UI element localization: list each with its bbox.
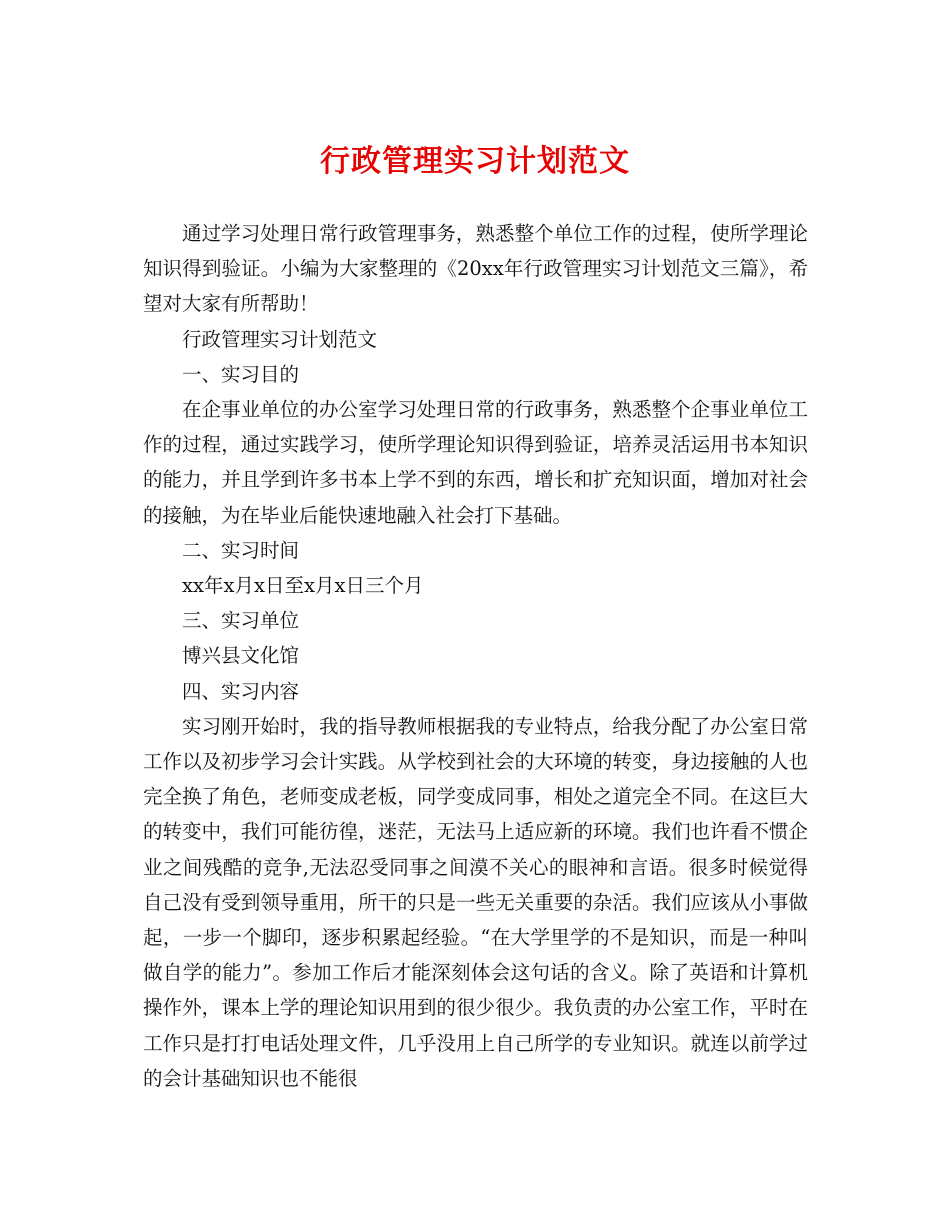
document-title: 行政管理实习计划范文 [320, 144, 630, 179]
unit-paragraph: 博兴县文化馆 [182, 644, 300, 668]
heading-time: 二、实习时间 [182, 538, 300, 562]
heading-unit: 三、实习单位 [182, 609, 300, 633]
document-body [143, 216, 808, 1096]
time-paragraph: xx年x月x日至x月x日三个月 [182, 574, 424, 598]
section-heading: 行政管理实习计划范文 [182, 327, 378, 351]
purpose-paragraph: 在企事业单位的办公室学习处理日常的行政事务，熟悉整个企事业单位工作的过程，通过实践学习，使所学理论知识得到验证，培养灵活运用书本知识的能力，并且学到许多书本上学不到的东西，增长和扩充知识面，增加对社会的接触，为在毕业后能快速地融入社会打下基础。 [143, 398, 808, 527]
heading-purpose: 一、实习目的 [182, 362, 300, 386]
heading-content: 四、实习内容 [182, 679, 300, 703]
content-paragraph: 实习刚开始时，我的指导教师根据我的专业特点，给我分配了办公室日常工作以及初步学习会计实践。从学校到社会的大环境的转变，身边接触的人也完全换了角色，老师变成老板，同学变成同事，相处之道完全不同。在这巨大的转变中，我们可能彷徨，迷茫，无法马上适应新的环境。我们也许看不惯企业之间残酷的竞争,无法忍受同事之间漠不关心的眼神和言语。很多时候觉得自己没有受到领导重用，所干的只是一些无关重要的杂活。我们应该从小事做起，一步一个脚印，逐步积累起经验。“在大学里学的不是知识，而是一种叫做自学的能力”。参加工作后才能深刻体会这句话的含义。除了英语和计算机操作外，课本上学的理论知识用到的很少很少。我负责的办公室工作，平时在工作只是打打电话处理文件，几乎没用上自己所学的专业知识。就连以前学过的会计基础知识也不能很 [143, 714, 808, 1090]
intro-paragraph: 通过学习处理日常行政管理事务，熟悉整个单位工作的过程，使所学理论知识得到验证。小编为大家整理的《20xx年行政管理实习计划范文三篇》，希望对大家有所帮助！ [143, 222, 808, 316]
